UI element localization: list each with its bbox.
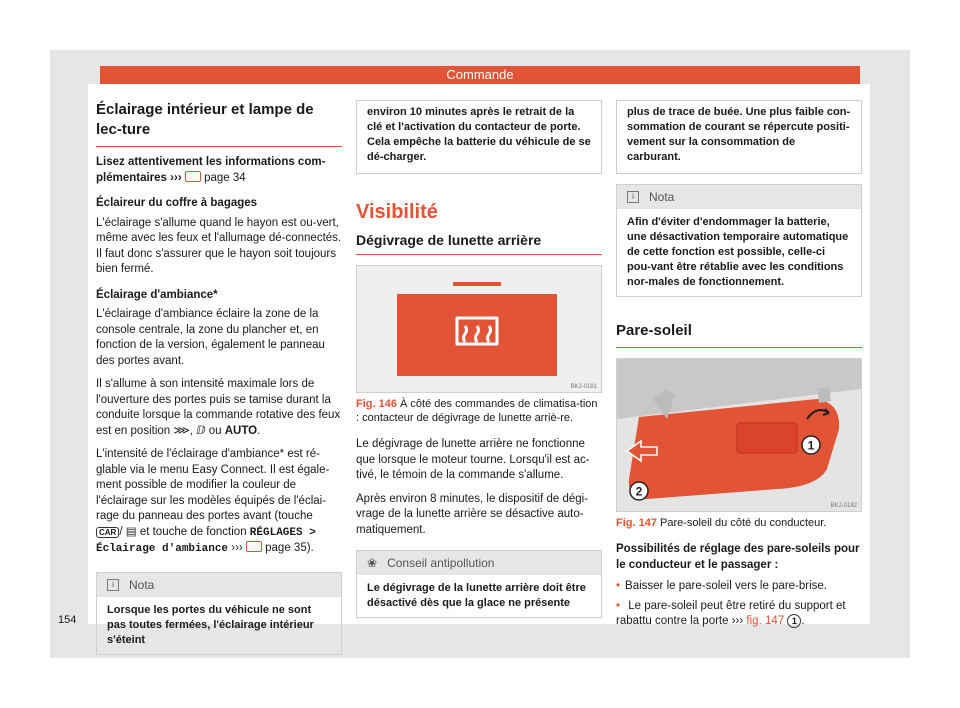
note-header: i Nota bbox=[617, 185, 861, 209]
paragraph-ambiance-3: L'intensité de l'éclairage d'ambiance* est ré-glable via le menu Easy Connect. Il est égale-ment possible de modifier la couleur de l'éclairage sur les modèles équipés de l'éclai-rage du panneau des portes avant (touche CAR / ▤ et touche de fonction RÉGLAGES > Éclairage d'ambiance ››› page 35). bbox=[96, 448, 330, 555]
eco-tip-text: Le dégivrage de la lunette arrière doit être désactivé dès que la glace ne présente bbox=[367, 582, 586, 609]
column-left bbox=[88, 84, 350, 646]
vanity-mirror bbox=[737, 423, 797, 453]
paragraph-ambiance-1: L'éclairage d'ambiance éclaire la zone de la console centrale, la zone du plancher et, en fonction de la version, également le panneau des portes avant. bbox=[96, 308, 325, 367]
note-text: Afin d'éviter d'endommager la batterie, une désactivation temporaire automatique de cette fonction est possible, celle-ci pou-vant être rétablie avec les conditions nor-males de fonctionnement. bbox=[627, 216, 849, 288]
visor-clip bbox=[817, 387, 831, 403]
sunvisor-options-list bbox=[616, 579, 862, 630]
note-continued: environ 10 minutes après le retrait de la clé et l'activation du contacteur de porte. Cela empêche la batterie du véhicule de se dé-charger. bbox=[356, 100, 602, 174]
heading-ambiance: Éclairage d'ambiance* bbox=[96, 288, 218, 301]
page-link[interactable]: page 35). bbox=[265, 542, 314, 554]
section-title-sunvisor: Pare-soleil bbox=[616, 321, 862, 348]
auto-label: AUTO bbox=[224, 424, 258, 437]
column-middle bbox=[348, 84, 610, 624]
info-icon: i bbox=[107, 579, 119, 591]
page-link[interactable]: page 34 bbox=[204, 171, 246, 184]
callout-1: 1 bbox=[807, 438, 815, 453]
heading-trunk: Éclaireur du coffre à bagages bbox=[96, 197, 258, 209]
figure-146 bbox=[356, 265, 602, 393]
figure-147 bbox=[616, 358, 862, 512]
running-header: Commande bbox=[100, 66, 860, 84]
light-switch-icons: ⋙, ⅅ ou bbox=[173, 424, 222, 437]
defrost-button-illustration bbox=[357, 266, 601, 392]
figure-code: BKJ-0181 bbox=[570, 384, 597, 390]
list-item: • Le pare-soleil peut être retiré du support et rabattu contre la porte ››› fig. 147 1 . bbox=[616, 599, 862, 630]
intro-paragraph: Lisez attentivement les informations com-plémentaires ››› page 34 bbox=[96, 156, 326, 184]
list-item: • Baisser le pare-soleil vers le pare-brise. bbox=[616, 579, 862, 595]
eco-tip-box bbox=[356, 550, 602, 618]
menu-path-ambiance: Éclairage d'ambiance bbox=[96, 543, 229, 555]
note-box bbox=[616, 184, 862, 297]
figure-caption: Fig. 147 Pare-soleil du côté du conducteur. bbox=[616, 517, 827, 529]
section-title-lighting: Éclairage intérieur et lampe de lec-ture bbox=[96, 100, 342, 147]
sun-visor-illustration bbox=[617, 359, 861, 511]
callout-2: 2 bbox=[635, 484, 643, 499]
eco-tip-continued: plus de trace de buée. Une plus faible con-sommation de courant se répercute positi-vement sur la consommation de carburant. bbox=[616, 100, 862, 174]
paragraph-ambiance-2: Il s'allume à son intensité maximale lors de l'ouverture des portes puis se tamise durant la conduite lorsque la commande rotative des feux est en position ⋙, ⅅ ou AUTO. bbox=[96, 378, 341, 437]
leaf-icon: ❀ bbox=[367, 556, 378, 570]
figure-caption: Fig. 146 À côté des commandes de climatisa-tion : contacteur de dégivrage de lunette arriè-re. bbox=[356, 398, 598, 424]
paragraph-trunk: L'éclairage s'allume quand le hayon est ou-vert, même avec les feux et l'allumage dé-connectés. Il faut donc s'assurer que le hayon soit toujours bien fermé. bbox=[96, 216, 342, 275]
paragraph-defrost-1: Le dégivrage de lunette arrière ne fonctionne que lorsque le moteur tourne. Lorsqu'il est ac-tivé, le témoin de la commande s'allume. bbox=[356, 438, 590, 481]
eco-tip-header: ❀ Conseil antipollution bbox=[357, 551, 601, 575]
book-reference-icon bbox=[246, 541, 262, 552]
figure-code: BKJ-0182 bbox=[830, 503, 857, 509]
heading-sunvisor-options: Possibilités de réglage des pare-soleils pour le conducteur et le passager : bbox=[616, 543, 860, 571]
car-key-icon: CAR bbox=[96, 527, 119, 538]
info-icon: i bbox=[627, 191, 639, 203]
indicator-led bbox=[453, 282, 501, 286]
book-reference-icon bbox=[185, 171, 201, 182]
note-box bbox=[96, 572, 342, 655]
callout-ref-1: 1 bbox=[787, 614, 801, 628]
note-header: i Nota bbox=[97, 573, 341, 597]
chapter-title: Visibilité bbox=[356, 201, 438, 223]
page-number: 154 bbox=[58, 614, 77, 626]
subsection-title-defrost: Dégivrage de lunette arrière bbox=[356, 232, 602, 255]
column-right bbox=[608, 84, 870, 627]
note-text: Lorsque les portes du véhicule ne sont pas toutes fermées, l'éclairage intérieur s'éteint bbox=[107, 603, 314, 646]
figure-link[interactable]: fig. 147 bbox=[746, 615, 785, 627]
menu-icon: ▤ bbox=[125, 525, 137, 538]
paragraph-defrost-2: Après environ 8 minutes, le dispositif de dégi-vrage de la lunette arrière se désactive auto-matiquement. bbox=[356, 492, 589, 536]
menu-path-settings: RÉGLAGES > bbox=[249, 526, 316, 539]
